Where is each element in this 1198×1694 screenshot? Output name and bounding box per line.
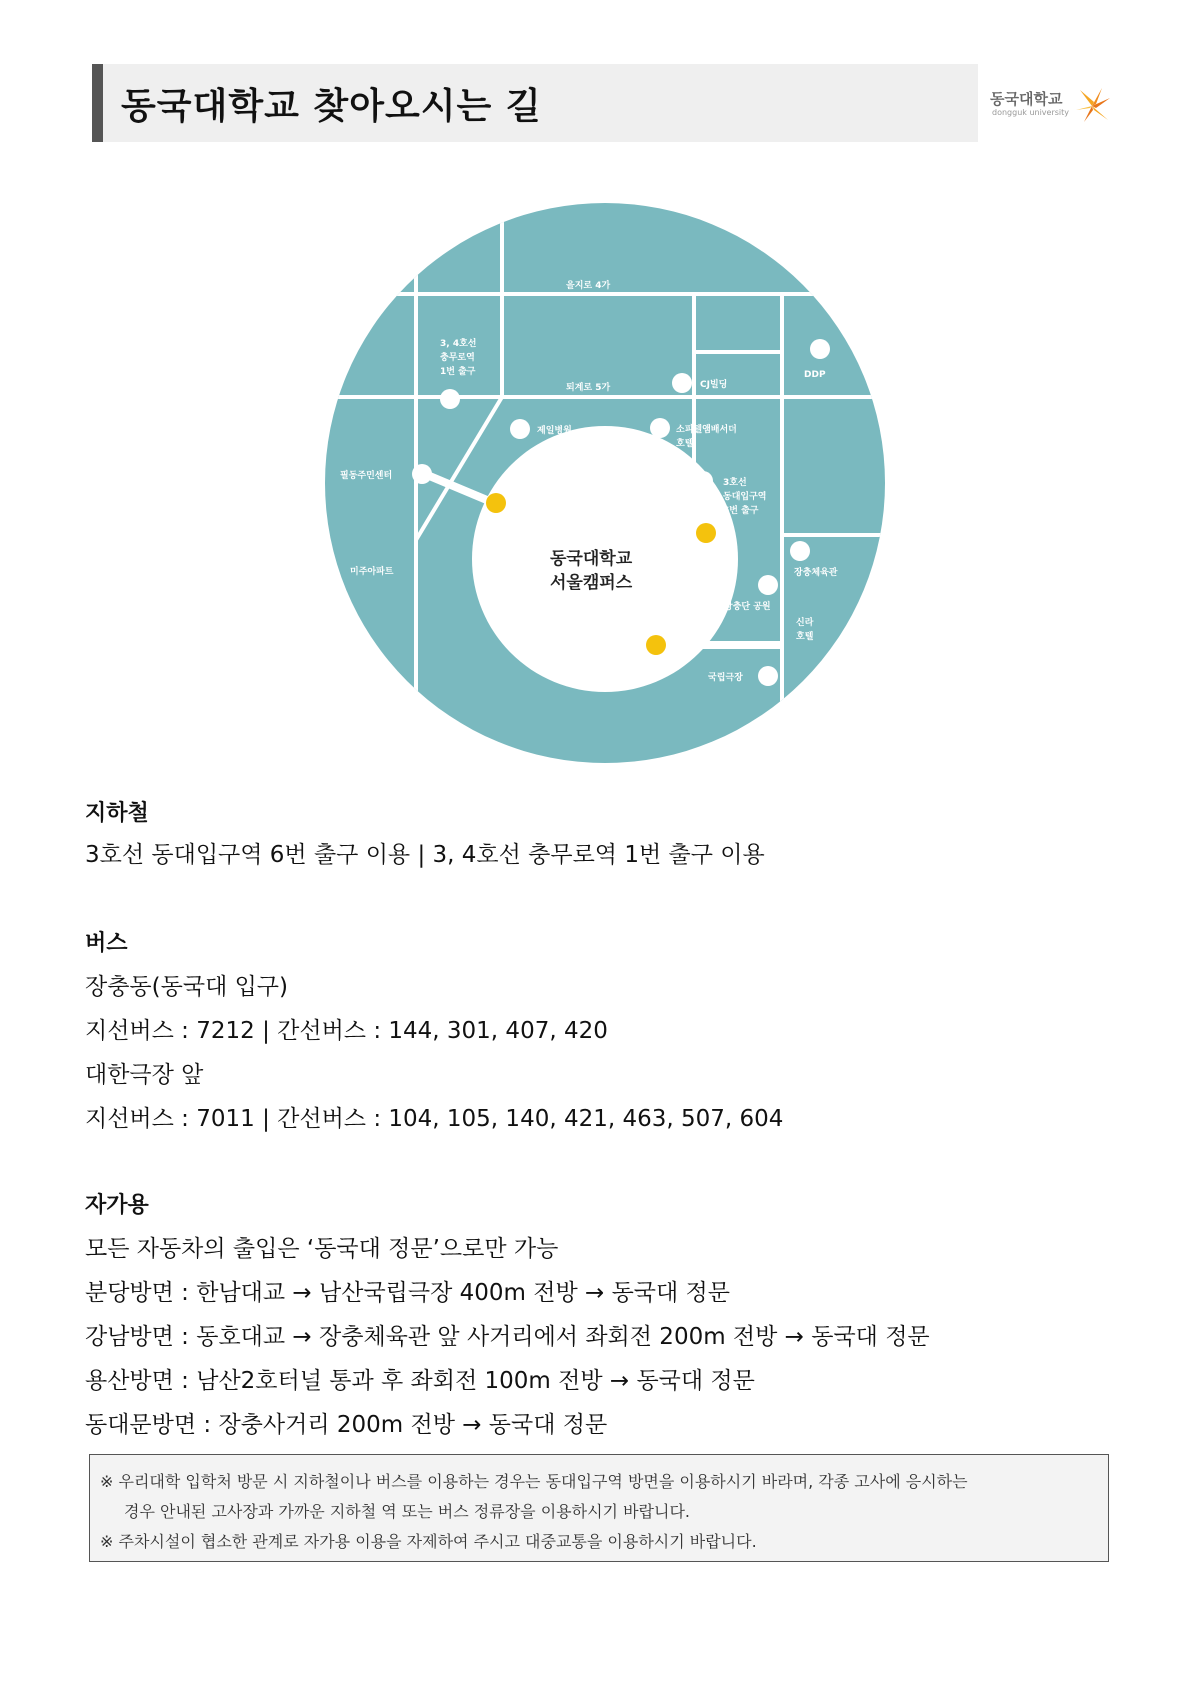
bus-stop-2-routes: 지선버스 : 7011 | 간선버스 : 104, 105, 140, 421, 463, 507, 604: [85, 1106, 784, 1132]
bus-heading: 버스: [85, 931, 128, 956]
subway-line: 3호선 동대입구역 6번 출구 이용 | 3, 4호선 충무로역 1번 출구 이용: [85, 842, 765, 868]
bus-stop-2: 대한극장 앞: [85, 1062, 204, 1088]
logo-flame-icon: [1072, 84, 1112, 124]
label-chungmuro-2: 충무로역: [440, 353, 475, 363]
label-chungmuro-3: 1번 출구: [440, 367, 476, 377]
label-theater: 국립극장: [708, 673, 743, 683]
label-gate-middle: 중문: [674, 530, 692, 540]
place-marker-theater: [758, 666, 778, 686]
campus-map: [320, 198, 890, 768]
label-mijoo: 미주아파트: [350, 567, 394, 577]
place-marker-jeil: [510, 419, 530, 439]
title-bar: [92, 64, 978, 142]
place-marker-stadium: [790, 541, 810, 561]
place-marker-chungmuro: [440, 389, 460, 409]
bus-stop-1: 장충동(동국대 입구): [85, 974, 289, 1000]
university-logo: [990, 84, 1115, 124]
road-label-toegyero: 퇴계로 5가: [566, 383, 611, 393]
label-community: 필동주민센터: [340, 471, 393, 481]
car-route-gangnam: 강남방면 : 동호대교 → 장충체육관 앞 사거리에서 좌회전 200m 전방 → 동국대 정문: [85, 1324, 930, 1350]
label-jeil: 제일병원: [537, 426, 572, 436]
label-stadium: 장충체육관: [794, 568, 838, 578]
label-ddp: DDP: [804, 370, 826, 380]
car-heading: 자가용: [85, 1193, 149, 1218]
notice-line-2: 경우 안내된 고사장과 가까운 지하철 역 또는 버스 정류장을 이용하시기 바랍니다.: [124, 1502, 690, 1521]
notice-line-1: ※ 우리대학 입학처 방문 시 지하철이나 버스를 이용하는 경우는 동대입구역 방면을 이용하시기 바라며, 각종 고사에 응시하는: [100, 1472, 968, 1491]
subway-heading: 지하철: [85, 801, 149, 826]
place-marker-cj: [672, 373, 692, 393]
label-chungmuro-1: 3, 4호선: [440, 339, 477, 349]
label-gate-main: 정문: [624, 642, 642, 652]
campus-name-line2: 서울캠퍼스: [550, 573, 633, 593]
gate-marker-middle: [696, 523, 716, 543]
logo-name: 동국대학교: [990, 90, 1063, 108]
logo-subtitle: dongguk university: [992, 108, 1070, 117]
gate-marker-main: [646, 635, 666, 655]
label-cj: CJ빌딩: [700, 380, 728, 390]
car-intro: 모든 자동차의 출입은 ‘동국대 정문’으로만 가능: [85, 1236, 559, 1262]
place-marker-sofitel: [650, 418, 670, 438]
label-station-2: 동대입구역: [723, 492, 767, 502]
campus-name-line1: 동국대학교: [550, 549, 633, 569]
car-route-yongsan: 용산방면 : 남산2호터널 통과 후 좌회전 100m 전방 → 동국대 정문: [85, 1368, 755, 1394]
label-sofitel-2: 호텔: [676, 439, 694, 449]
car-route-bundang: 분당방면 : 한남대교 → 남산국립극장 400m 전방 → 동국대 정문: [85, 1280, 730, 1306]
place-marker-ddp: [810, 339, 830, 359]
bus-stop-1-routes: 지선버스 : 7212 | 간선버스 : 144, 301, 407, 420: [85, 1018, 608, 1044]
car-route-dongdaemun: 동대문방면 : 장충사거리 200m 전방 → 동국대 정문: [85, 1412, 608, 1438]
gate-marker-back: [486, 493, 506, 513]
road-label-euljiro: 을지로 4가: [566, 281, 611, 291]
label-gate-back: 후문: [514, 500, 532, 510]
label-station-1: 3호선: [723, 478, 747, 488]
page-title: 동국대학교 찾아오시는 길: [121, 86, 542, 127]
label-park: 장충단 공원: [724, 602, 771, 612]
notice-box: [89, 1454, 1109, 1562]
place-marker-community: [412, 464, 432, 484]
label-station-3: 6번 출구: [723, 506, 759, 516]
notice-line-3: ※ 주차시설이 협소한 관계로 자가용 이용을 자제하여 주시고 대중교통을 이용하시기 바랍니다.: [100, 1532, 757, 1551]
label-shilla-1: 신라: [796, 618, 814, 628]
label-shilla-2: 호텔: [796, 632, 814, 642]
place-marker-park: [758, 575, 778, 595]
place-marker-station: [693, 471, 713, 491]
label-sofitel-1: 소피텔앰배서더: [676, 425, 737, 435]
